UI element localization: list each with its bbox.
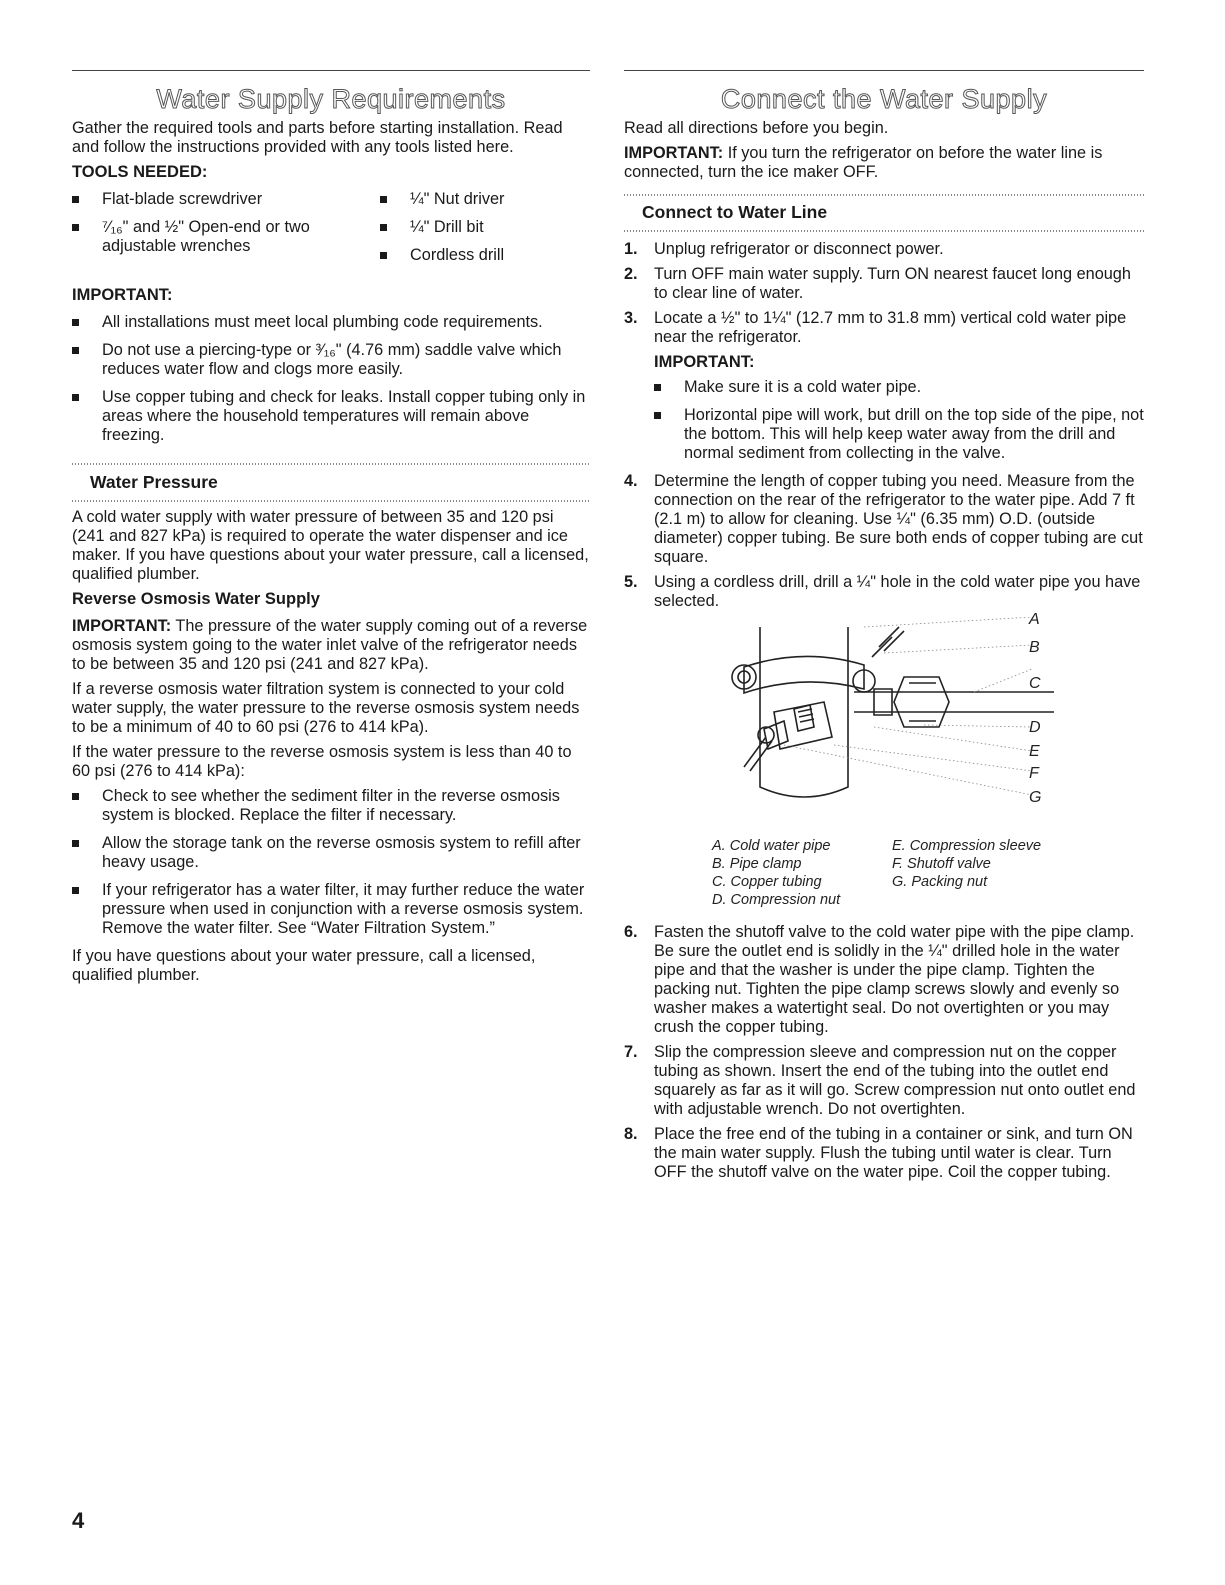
tools-column-2 <box>380 190 590 274</box>
square-bullet-icon <box>654 412 661 419</box>
copper-tubing-shape <box>854 692 1054 712</box>
step3-list <box>654 378 1144 463</box>
tools-column-1 <box>72 190 380 274</box>
ro-check-text: Check to see whether the sediment filter in the reverse osmosis system is blocked. Replace the filter if necessary. <box>102 787 560 824</box>
legend-column-2 <box>892 837 1041 909</box>
legend-entry: G. Packing nut <box>892 874 988 890</box>
tool-text: ¼" Drill bit <box>410 218 484 236</box>
legend-entry: B. Pipe clamp <box>712 856 802 872</box>
step3-important-item <box>654 406 1144 463</box>
step-text: Locate a ½" to 1¼" (12.7 mm to 31.8 mm) vertical cold water pipe near the refrigerator. <box>654 309 1127 346</box>
ro-heading: Reverse Osmosis Water Supply <box>72 590 320 608</box>
step-text: Using a cordless drill, drill a ¼" hole in the cold water pipe you have selected. <box>654 573 1141 610</box>
step-number: 7. <box>624 1043 638 1061</box>
step3-important-block <box>624 353 1144 463</box>
step-number: 4. <box>624 472 638 490</box>
intro-text: Gather the required tools and parts before starting installation. Read and follow the instructions provided with any tools listed here. <box>72 119 563 156</box>
square-bullet-icon <box>72 347 79 354</box>
step-item <box>624 573 1144 611</box>
water-pressure-heading: Water Pressure <box>72 463 590 502</box>
tools-heading: TOOLS NEEDED: <box>72 163 208 181</box>
figure-label-e: E <box>1029 743 1040 760</box>
important-list <box>72 313 590 445</box>
square-bullet-icon <box>380 224 387 231</box>
tool-item <box>380 190 590 209</box>
square-bullet-icon <box>72 887 79 894</box>
top-rule <box>72 70 590 71</box>
valve-illustration <box>714 617 1054 827</box>
important-text: All installations must meet local plumbing code requirements. <box>102 313 543 331</box>
right-column <box>624 70 1144 1188</box>
step-text: Turn OFF main water supply. Turn ON nearest faucet long enough to clear line of water. <box>654 265 1131 302</box>
figure-label-b: B <box>1029 639 1040 656</box>
tools-list <box>72 190 590 280</box>
step3-important-text: Horizontal pipe will work, but drill on the top side of the pipe, not the bottom. This will help keep water away from the drill and normal sediment from collecting in the valve. <box>684 406 1144 462</box>
legend-entry: C. Copper tubing <box>712 874 822 890</box>
ro-check-text: If your refrigerator has a water filter, it may further reduce the water pressure when used in conjunction with a reverse osmosis system. Remove the water filter. See “Water Filtration System.” <box>102 881 585 937</box>
figure-label-d: D <box>1029 719 1041 736</box>
important-text: Use copper tubing and check for leaks. Install copper tubing only in areas where the household temperatures will remain above freezing. <box>102 388 586 444</box>
square-bullet-icon <box>72 196 79 203</box>
figure-label-a: A <box>1029 611 1040 628</box>
tool-item <box>72 218 380 256</box>
ro-check-text: Allow the storage tank on the reverse osmosis system to refill after heavy usage. <box>102 834 581 871</box>
section-title-connect-water-supply: Connect the Water Supply <box>720 84 1048 114</box>
tool-text: Flat-blade screwdriver <box>102 190 263 208</box>
important-heading: IMPORTANT: <box>72 286 173 304</box>
step3-important-heading: IMPORTANT: <box>654 353 755 371</box>
step-item <box>624 1125 1144 1182</box>
right-intro: Read all directions before you begin. <box>624 119 889 137</box>
step-text: Unplug refrigerator or disconnect power. <box>654 240 944 258</box>
steps-6-8 <box>624 923 1144 1182</box>
step-text: Place the free end of the tubing in a container or sink, and turn ON the main water supply. Flush the tubing until water is clear. Turn OFF the shutoff valve on the water pipe. Coil the copper tubing. <box>654 1125 1133 1181</box>
legend-column-1 <box>712 837 892 909</box>
ro-paragraph-3: If the water pressure to the reverse osmosis system is less than 40 to 60 psi (276 to 414 kPa): <box>72 743 572 780</box>
step-item <box>624 923 1144 1037</box>
steps-1-3 <box>624 240 1144 347</box>
important-item <box>72 341 590 379</box>
right-important-text: If you turn the refrigerator on before the water line is connected, turn the ice maker OFF. <box>624 144 1103 181</box>
step-number: 2. <box>624 265 638 283</box>
step-text: Fasten the shutoff valve to the cold water pipe with the pipe clamp. Be sure the outlet end is solidly in the ¼" drilled hole in the water pipe and that the washer is under the pipe clamp. Tighten the packing nut. Tighten the pipe clamp screws slowly and evenly so washer makes a watertight seal. Do not overtighten or you may crush the copper tubing. <box>654 923 1135 1036</box>
square-bullet-icon <box>72 224 79 231</box>
water-pressure-text: A cold water supply with water pressure of between 35 and 120 psi (241 and 827 kPa) is required to operate the water dispenser and ice maker. If you have questions about your water pressure, call a licensed, qualified plumber. <box>72 508 589 583</box>
important-item <box>72 388 590 445</box>
figure-label-g: G <box>1029 789 1042 806</box>
tool-item <box>380 218 590 237</box>
step-item <box>624 265 1144 303</box>
step-item <box>624 472 1144 567</box>
tool-text: Cordless drill <box>410 246 505 264</box>
legend-entry: D. Compression nut <box>712 892 841 908</box>
right-important-label: IMPORTANT: <box>624 144 724 162</box>
legend-entry: A. Cold water pipe <box>712 838 831 854</box>
ro-list <box>72 787 590 938</box>
right-important-paragraph <box>624 144 1144 182</box>
square-bullet-icon <box>654 384 661 391</box>
square-bullet-icon <box>380 196 387 203</box>
tool-text: ⁷⁄₁₆" and ½" Open-end or two adjustable wrenches <box>102 218 310 255</box>
ro-important-paragraph <box>72 617 590 674</box>
left-column <box>72 70 590 991</box>
top-rule-right <box>624 70 1144 71</box>
steps-4-5 <box>624 472 1144 611</box>
step-number: 3. <box>624 309 638 327</box>
connect-heading: Connect to Water Line <box>624 194 1144 232</box>
step-item <box>624 1043 1144 1119</box>
step-text: Determine the length of copper tubing you need. Measure from the connection on the rear of the refrigerator to the water pipe. Add 7 ft (2.1 m) to allow for cleaning. Use ¼" (6.35 mm) O.D. (outside diameter) copper tubing. Be sure both ends of copper tubing are cut square. <box>654 472 1143 566</box>
step-number: 5. <box>624 573 638 591</box>
step-number: 1. <box>624 240 638 258</box>
section-title-water-supply-requirements: Water Supply Requirements <box>156 84 506 114</box>
legend-entry: F. Shutoff valve <box>892 856 991 872</box>
ro-important-label: IMPORTANT: <box>72 617 172 635</box>
page-number: 4 <box>72 1508 85 1533</box>
step-number: 6. <box>624 923 638 941</box>
closing-text: If you have questions about your water pressure, call a licensed, qualified plumber. <box>72 947 536 984</box>
ro-paragraph-2: If a reverse osmosis water filtration system is connected to your cold water supply, the water pressure to the reverse osmosis system needs to be a minimum of 40 to 60 psi (276 to 414 kPa). <box>72 680 580 736</box>
square-bullet-icon <box>380 252 387 259</box>
legend-entry: E. Compression sleeve <box>892 838 1042 854</box>
tool-text: ¼" Nut driver <box>410 190 505 208</box>
pipe-clamp-shape <box>744 656 864 693</box>
tool-item <box>72 190 380 209</box>
step-text: Slip the compression sleeve and compression nut on the copper tubing as shown. Insert the end of the tubing into the outlet end squarely as far as it will go. Screw compression nut onto outlet end with adjustable wrench. Do not overtighten. <box>654 1043 1136 1118</box>
tool-item <box>380 246 590 265</box>
important-text: Do not use a piercing-type or ³⁄₁₆" (4.76 mm) saddle valve which reduces water flow and clogs more easily. <box>102 341 562 378</box>
figure-legend <box>712 837 1132 909</box>
figure-label-f: F <box>1029 765 1039 782</box>
step-item <box>624 309 1144 347</box>
square-bullet-icon <box>72 793 79 800</box>
step-item <box>624 240 1144 259</box>
step3-important-text: Make sure it is a cold water pipe. <box>684 378 922 396</box>
square-bullet-icon <box>72 394 79 401</box>
step-number: 8. <box>624 1125 638 1143</box>
shutoff-valve-shape <box>774 702 832 749</box>
square-bullet-icon <box>72 840 79 847</box>
ro-check-item <box>72 834 590 872</box>
compression-nut-shape <box>894 677 949 727</box>
ro-check-item <box>72 787 590 825</box>
important-item <box>72 313 590 332</box>
ro-check-item <box>72 881 590 938</box>
square-bullet-icon <box>72 319 79 326</box>
step3-important-item <box>654 378 1144 397</box>
valve-figure <box>624 611 1144 917</box>
ro-important-text: The pressure of the water supply coming out of a reverse osmosis system going to the water inlet valve of the refrigerator needs to be between 35 and 120 psi (241 and 827 kPa). <box>72 617 588 673</box>
figure-label-c: C <box>1029 675 1041 692</box>
